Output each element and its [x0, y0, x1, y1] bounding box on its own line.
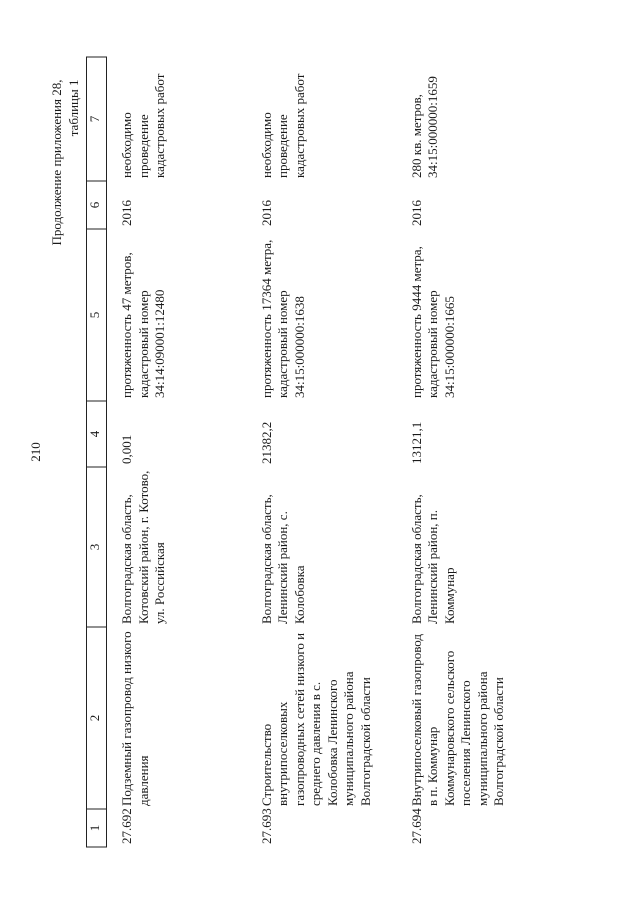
header-cell-7: 7	[87, 57, 107, 181]
object-characteristics: протяженность 17364 метра, кадастровый номер 34:15:000000:1638	[258, 239, 307, 398]
row-number: 27.693	[258, 808, 274, 844]
object-value: 13121,1	[408, 421, 424, 464]
header-cell-6: 6	[87, 181, 107, 229]
caption-line-2: таблицы 1	[66, 79, 81, 137]
object-year: 2016	[408, 200, 424, 226]
property-table	[86, 57, 557, 848]
object-address: Волгоградская область, Ленинский район, п. Коммунар	[408, 494, 457, 624]
object-address: Волгоградская область, Ленинский район, с. Колобовка	[258, 494, 307, 624]
header-cell-4: 4	[87, 401, 107, 467]
header-cell-5: 5	[87, 229, 107, 401]
object-name: Подземный газопровод низкого давления	[119, 631, 151, 806]
object-year: 2016	[119, 200, 134, 226]
object-name: Строительство внутрипоселковых газопроводных сетей низкого и среднего давления в с. Колобовка Ленинского муниципального района Волгоградской области	[258, 632, 373, 806]
object-note: необходимо проведение кадастровых работ	[119, 73, 167, 178]
object-name: Внутрипоселковый газопровод в п. Коммунар Коммунаровского сельского поселения Ленинского муниципального района Волгоградской области	[408, 633, 506, 806]
table-row	[107, 57, 257, 847]
header-cell-2: 2	[87, 627, 107, 809]
object-note: необходимо проведение кадастровых работ	[258, 73, 307, 178]
row-number: 27.694	[408, 808, 424, 844]
table-row	[257, 57, 407, 847]
row-number: 27.692	[119, 808, 134, 844]
table-caption	[48, 80, 82, 246]
object-value: 21382,2	[258, 421, 274, 464]
object-address: Волгоградская область, Котовский район, г. Котово, ул. Российская	[119, 470, 167, 624]
page-number: 210	[28, 442, 43, 462]
object-note: 280 кв. метров, 34:15:000000:1659	[408, 76, 440, 178]
table-row	[407, 57, 557, 847]
object-year: 2016	[258, 200, 274, 226]
object-value: 0,001	[119, 434, 134, 464]
caption-line-1: Продолжение приложения 28,	[49, 79, 64, 246]
header-row	[87, 57, 107, 847]
object-characteristics: протяженность 47 метров, кадастровый номер 34:14:090001:12480	[119, 252, 167, 398]
header-cell-3: 3	[87, 467, 107, 627]
header-cell-1: 1	[87, 809, 107, 847]
object-characteristics: протяженность 9444 метра, кадастровый номер 34:15:000000:1665	[408, 246, 457, 398]
